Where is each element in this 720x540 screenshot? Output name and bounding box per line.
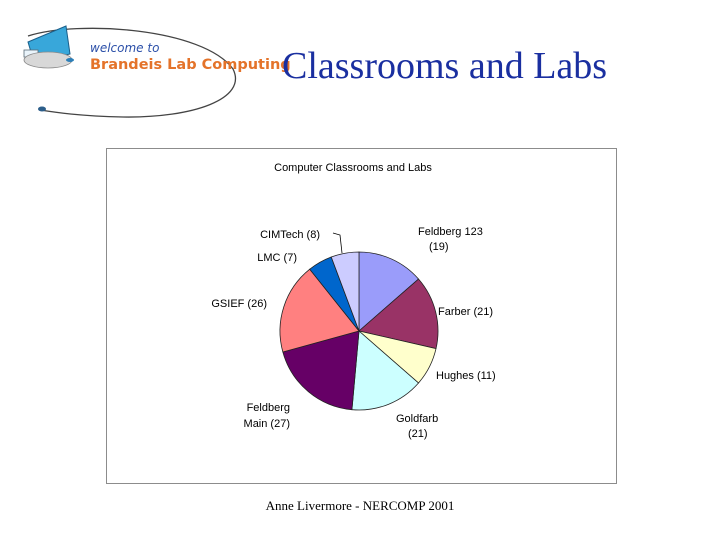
- footer-credit: Anne Livermore - NERCOMP 2001: [265, 498, 455, 513]
- chart-frame: [106, 148, 617, 484]
- computer-icon: [24, 26, 74, 68]
- logo-small-text: welcome to: [90, 41, 160, 55]
- logo-big-text: Brandeis Lab Computing: [90, 57, 291, 73]
- pie-leader-line: [333, 233, 342, 253]
- pie-label-farber: Farber (21): [438, 306, 494, 318]
- pie-label-cimtech: CIMTech (8): [260, 229, 320, 241]
- page-title: Classrooms and Labs: [282, 45, 608, 87]
- mouse-icon: [38, 107, 46, 112]
- pie-slices: [280, 252, 438, 410]
- brandeis-lab-computing-logo: [18, 14, 291, 124]
- pie-chart: [107, 149, 616, 483]
- pie-label-gsief: GSIEF (26): [211, 298, 267, 310]
- chart-title: Computer Classrooms and Labs: [274, 162, 432, 174]
- pie-label-goldfarb: Goldfarb (21): [396, 413, 439, 440]
- pie-label-lmc: LMC (7): [257, 252, 297, 264]
- pie-label-hughes: Hughes (11): [436, 370, 496, 382]
- pie-label-feldberg-123: Feldberg 123 (19): [418, 226, 483, 253]
- pie-label-feldberg-main: Feldberg Main (27): [243, 402, 290, 430]
